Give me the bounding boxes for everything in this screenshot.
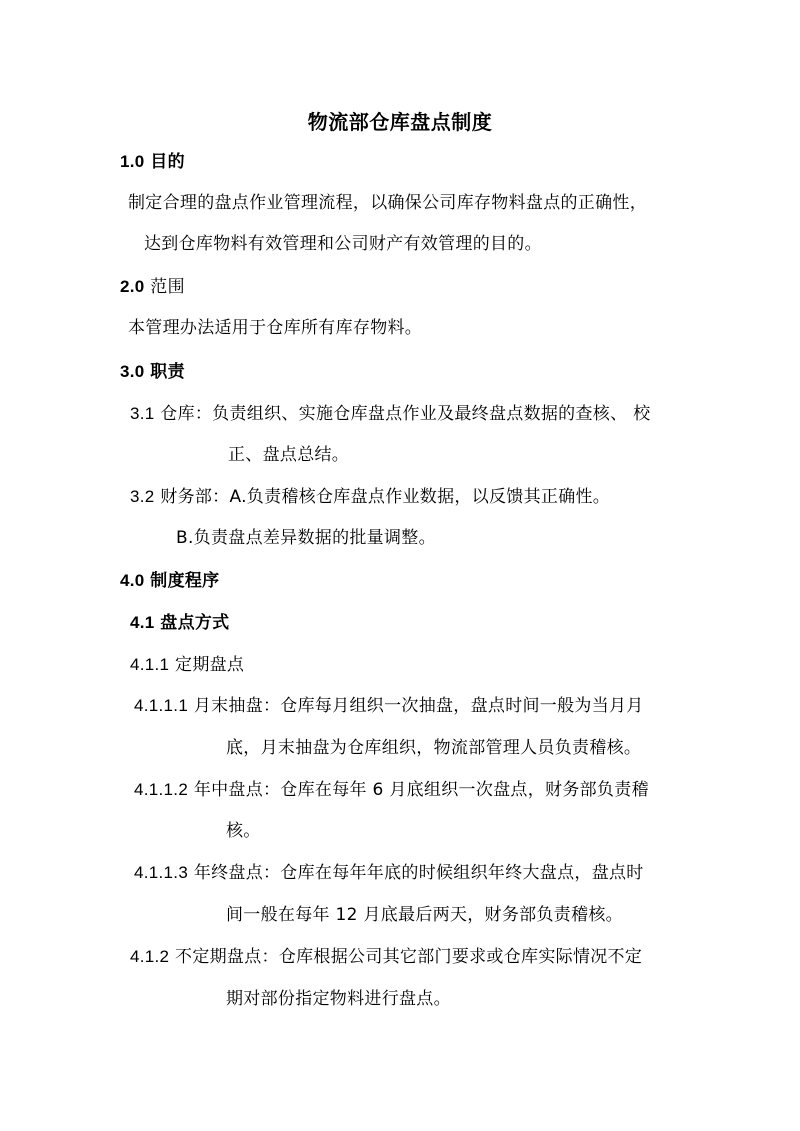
- section-2-body: 本管理办法适用于仓库所有库存物料。: [128, 318, 423, 338]
- section-4-title: 制度程序: [150, 571, 220, 591]
- section-1-heading: [120, 151, 185, 173]
- section-3-2-text: 财务部：A.负责稽核仓库盘点作业数据，以反馈其正确性。: [160, 487, 611, 507]
- item-4-1-1-2-text: 年中盘点：仓库在每年 6 月底组织一次盘点，财务部负责稽: [193, 780, 649, 800]
- section-3-2-line-1: [130, 486, 610, 508]
- item-4-1-1-3-text: 年终盘点：仓库在每年年底的时候组织年终大盘点，盘点时: [193, 863, 644, 883]
- item-4-1-1-2-line-2: 核。: [226, 821, 261, 841]
- section-3-heading: [120, 361, 185, 383]
- item-4-1-1-3-line-2: 间一般在每年 12 月底最后两天，财务部负责稽核。: [226, 905, 623, 925]
- section-1-body-line-1: 制定合理的盘点作业管理流程，以确保公司库存物料盘点的正确性，: [128, 193, 647, 213]
- item-4-1-1-1-line-1: [134, 695, 644, 717]
- item-4-1-1-3-line-1: [134, 862, 644, 884]
- section-3-2-line-2: B.负责盘点差异数据的批量调整。: [176, 528, 436, 548]
- section-4-1-title: 盘点方式: [160, 613, 230, 633]
- section-4-heading: [120, 570, 219, 592]
- item-4-1-1-1-number: 4.1.1.1: [134, 696, 189, 715]
- section-4-number: 4.0: [120, 571, 145, 590]
- section-3-1-line-1: [130, 403, 650, 425]
- section-3-2-number: 3.2: [130, 487, 155, 506]
- document-title: 物流部仓库盘点制度: [307, 110, 493, 134]
- section-3-1-line-2: 正、盘点总结。: [228, 445, 350, 465]
- section-3-title: 职责: [150, 362, 185, 382]
- section-3-number: 3.0: [120, 362, 145, 381]
- section-3-1-text: 仓库：负责组织、实施仓库盘点作业及最终盘点数据的查核、 校: [160, 404, 651, 424]
- section-1-body-line-2: 达到仓库物料有效管理和公司财产有效管理的目的。: [144, 234, 542, 254]
- section-1-title: 目的: [150, 152, 185, 172]
- section-4-1-2-number: 4.1.2: [130, 947, 170, 966]
- section-4-1-heading: [130, 612, 229, 634]
- section-4-1-1-title: 定期盘点: [175, 655, 245, 675]
- section-2-number: 2.0: [120, 277, 145, 296]
- item-4-1-1-2-number: 4.1.1.2: [134, 780, 189, 799]
- section-1-number: 1.0: [120, 152, 145, 171]
- section-4-1-2-line-1: [130, 946, 642, 968]
- section-4-1-2-text: 不定期盘点：仓库根据公司其它部门要求或仓库实际情况不定: [175, 947, 643, 967]
- item-4-1-1-1-line-2: 底，月末抽盘为仓库组织，物流部管理人员负责稽核。: [226, 738, 642, 758]
- section-3-1-number: 3.1: [130, 404, 155, 423]
- item-4-1-1-1-text: 月末抽盘：仓库每月组织一次抽盘，盘点时间一般为当月月: [193, 696, 644, 716]
- section-2-title: 范围: [150, 277, 185, 297]
- section-4-1-number: 4.1: [130, 613, 155, 632]
- section-4-1-1-number: 4.1.1: [130, 655, 170, 674]
- section-4-1-1-heading: [130, 654, 244, 676]
- section-4-1-2-line-2: 期对部份指定物料进行盘点。: [226, 989, 451, 1009]
- item-4-1-1-2-line-1: [134, 779, 649, 801]
- section-2-heading: [120, 276, 185, 298]
- item-4-1-1-3-number: 4.1.1.3: [134, 863, 189, 882]
